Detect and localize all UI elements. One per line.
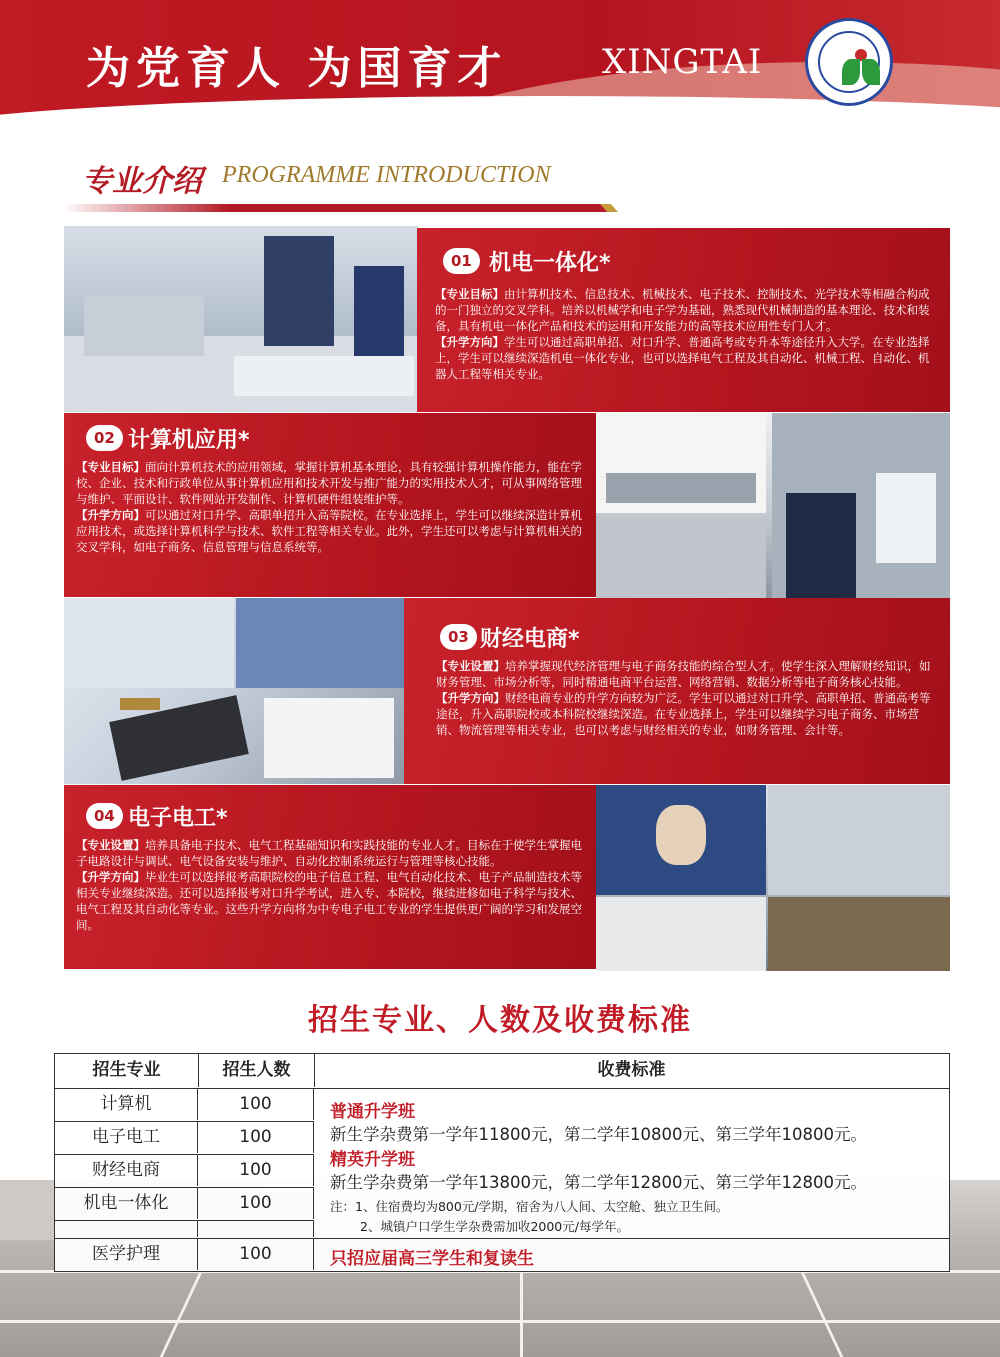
table-header-major: 招生专业 xyxy=(55,1054,199,1087)
programme-number-badge: 01 xyxy=(443,248,480,274)
programme-card-mechatronics xyxy=(417,228,950,412)
photo-finance-calculator xyxy=(64,598,404,784)
programme-card-electronics xyxy=(64,785,596,969)
table-row-spacer xyxy=(54,1221,314,1239)
table-row xyxy=(54,1155,314,1188)
programme-description xyxy=(76,837,584,933)
programme-description xyxy=(436,658,936,738)
paragraph-text: 培养掌握现代经济管理与电子商务技能的综合型人才。使学生深入理解财经知识，如财务管理、市场分析等，同时精通电商平台运营、网络营销、数据分析等电子商务核心技能。 xyxy=(436,659,931,689)
logo-leaf-icon xyxy=(842,59,860,85)
programme-number-badge: 03 xyxy=(440,624,477,650)
paragraph-tag: 【专业目标】 xyxy=(435,287,504,301)
paragraph-tag: 【升学方向】 xyxy=(76,508,145,522)
paragraph-tag: 【升学方向】 xyxy=(436,691,505,705)
programme-name: 电子电工* xyxy=(128,806,228,831)
paragraph-text: 财经电商专业的升学方向较为广泛。学生可以通过对口升学、高职单招、普通高考等途径，升入高职院校或本科院校继续深造。在专业选择上，学生可以继续学习电子商务、市场营销、物流管理等相关专业，也可以考虑与财经相关的专业，如财务管理、会计等。 xyxy=(436,691,931,737)
photo-computer-lab xyxy=(596,413,950,599)
count-cell: 100 xyxy=(198,1188,314,1219)
header-banner xyxy=(0,0,1000,118)
photo-mechatronics-lab xyxy=(64,226,418,412)
major-cell: 计算机 xyxy=(55,1089,198,1120)
programme-name: 财经电商* xyxy=(480,627,580,652)
programme-name: 计算机应用* xyxy=(128,428,250,453)
major-cell: 医学护理 xyxy=(55,1239,198,1270)
programme-name: 机电一体化* xyxy=(489,251,611,276)
paragraph-tag: 【升学方向】 xyxy=(435,335,504,349)
major-cell: 财经电商 xyxy=(55,1155,198,1186)
paragraph-text: 可以通过对口升学、高职单招升入高等院校。在专业选择上，学生可以继续深造计算机应用技术，或选择计算机科学与技术、软件工程等相关专业。此外，学生还可以考虑与计算机相关的交叉学科，如电子商务、信息管理与信息系统等。 xyxy=(76,508,582,554)
paragraph-text: 培养具备电子技术、电气工程基础知识和实践技能的专业人才。目标在于使学生掌握电子电路设计与调试、电气设备安装与维护、自动化控制系统运行与管理等核心技能。 xyxy=(76,838,582,868)
paragraph-text: 毕业生可以选择报考高职院校的电子信息工程、电气自动化技术、电子产品制造技术等相关专业继续深造。还可以选择报考对口升学考试，进入专、本院校，继续进修如电子科学与技术、电气工程及其自动化等专业。这些升学方向将为中专电子电工专业的学生提供更广阔的学习和发展空间。 xyxy=(76,870,582,932)
paragraph-tag: 【专业设置】 xyxy=(76,838,145,852)
major-cell: 电子电工 xyxy=(55,1122,198,1153)
section-title-en: PROGRAMME INTRODUCTION xyxy=(222,162,551,188)
fee-standard-cell xyxy=(314,1089,950,1239)
paragraph-tag: 【专业目标】 xyxy=(76,460,145,474)
section-divider xyxy=(62,204,617,212)
table-header-count: 招生人数 xyxy=(199,1054,315,1087)
photo-electronics-workshop xyxy=(596,785,950,971)
count-cell: 100 xyxy=(198,1122,314,1153)
fee-note-1: 注：1、住宿费均为800元/学期，宿舍为八人间、太空舱、独立卫生间。 xyxy=(330,1199,729,1214)
paragraph-text: 面向计算机技术的应用领域，掌握计算机基本理论，具有较强计算机操作能力，能在学校、企业、技术和行政单位从事计算机应用和技术开发与推广能力的实用技术人才，可从事网络管理与维护、平面设计、软件网站开发制作、计算机硬件组装维护等。 xyxy=(76,460,582,506)
paragraph-tag: 【升学方向】 xyxy=(76,870,145,884)
nursing-fee-cell xyxy=(314,1239,950,1272)
school-logo xyxy=(805,18,893,106)
table-header-row xyxy=(54,1053,950,1089)
table-row xyxy=(54,1188,314,1221)
table-row xyxy=(54,1239,314,1272)
nursing-enroll-note: 只招应届高三学生和复读生 xyxy=(330,1249,534,1269)
table-header-fee: 收费标准 xyxy=(597,1060,666,1080)
count-cell: 100 xyxy=(198,1239,314,1270)
section-title-cn: 专业介绍 xyxy=(82,164,202,199)
paragraph-tag: 【专业设置】 xyxy=(436,659,505,673)
fee-class-elite-detail: 新生学杂费第一学年13800元，第二学年12800元、第三学年12800元。 xyxy=(330,1173,867,1192)
fee-class-regular-name: 普通升学班 xyxy=(330,1102,415,1122)
programme-description xyxy=(435,286,935,382)
paragraph-text: 学生可以通过高职单招、对口升学、普通高考或专升本等途径升入大学。在专业选择上，学生可以继续深造机电一体化专业，也可以选择电气工程及其自动化、机械工程、自动化、机器人工程等相关专业。 xyxy=(435,335,930,381)
fee-class-elite-name: 精英升学班 xyxy=(330,1150,415,1170)
table-row xyxy=(54,1122,314,1155)
count-cell: 100 xyxy=(198,1089,314,1120)
paragraph-text: 由计算机技术、信息技术、机械技术、电子技术、控制技术、光学技术等相融合构成的一门独立的交叉学科。培养以机械学和电子学为基础，熟悉现代机械制造的基本理论、技术和装备，具有机电一体化产品和技术的运用和开发能力的高等技术应用性专门人才。 xyxy=(435,287,930,333)
major-cell: 机电一体化 xyxy=(55,1188,198,1219)
programme-card-computer xyxy=(64,413,596,597)
fee-class-regular-detail: 新生学杂费第一学年11800元，第二学年10800元、第三学年10800元。 xyxy=(330,1125,867,1144)
count-cell: 100 xyxy=(198,1155,314,1186)
programme-number-badge: 02 xyxy=(86,425,123,451)
fee-note-2: 2、城镇户口学生学杂费需加收2000元/每学年。 xyxy=(360,1219,629,1234)
programme-card-finance-ecommerce xyxy=(404,598,950,784)
logo-leaf-icon xyxy=(862,59,880,85)
programme-description xyxy=(76,459,584,555)
table-row xyxy=(54,1089,314,1122)
logo-ring xyxy=(818,31,880,93)
header-slogan: 为党育人 为国育才 xyxy=(86,43,508,94)
programme-number-badge: 04 xyxy=(86,803,123,829)
header-xingtai: XINGTAI xyxy=(602,42,763,82)
enrollment-title: 招生专业、人数及收费标准 xyxy=(308,1003,692,1038)
enrollment-table xyxy=(54,1053,950,1271)
